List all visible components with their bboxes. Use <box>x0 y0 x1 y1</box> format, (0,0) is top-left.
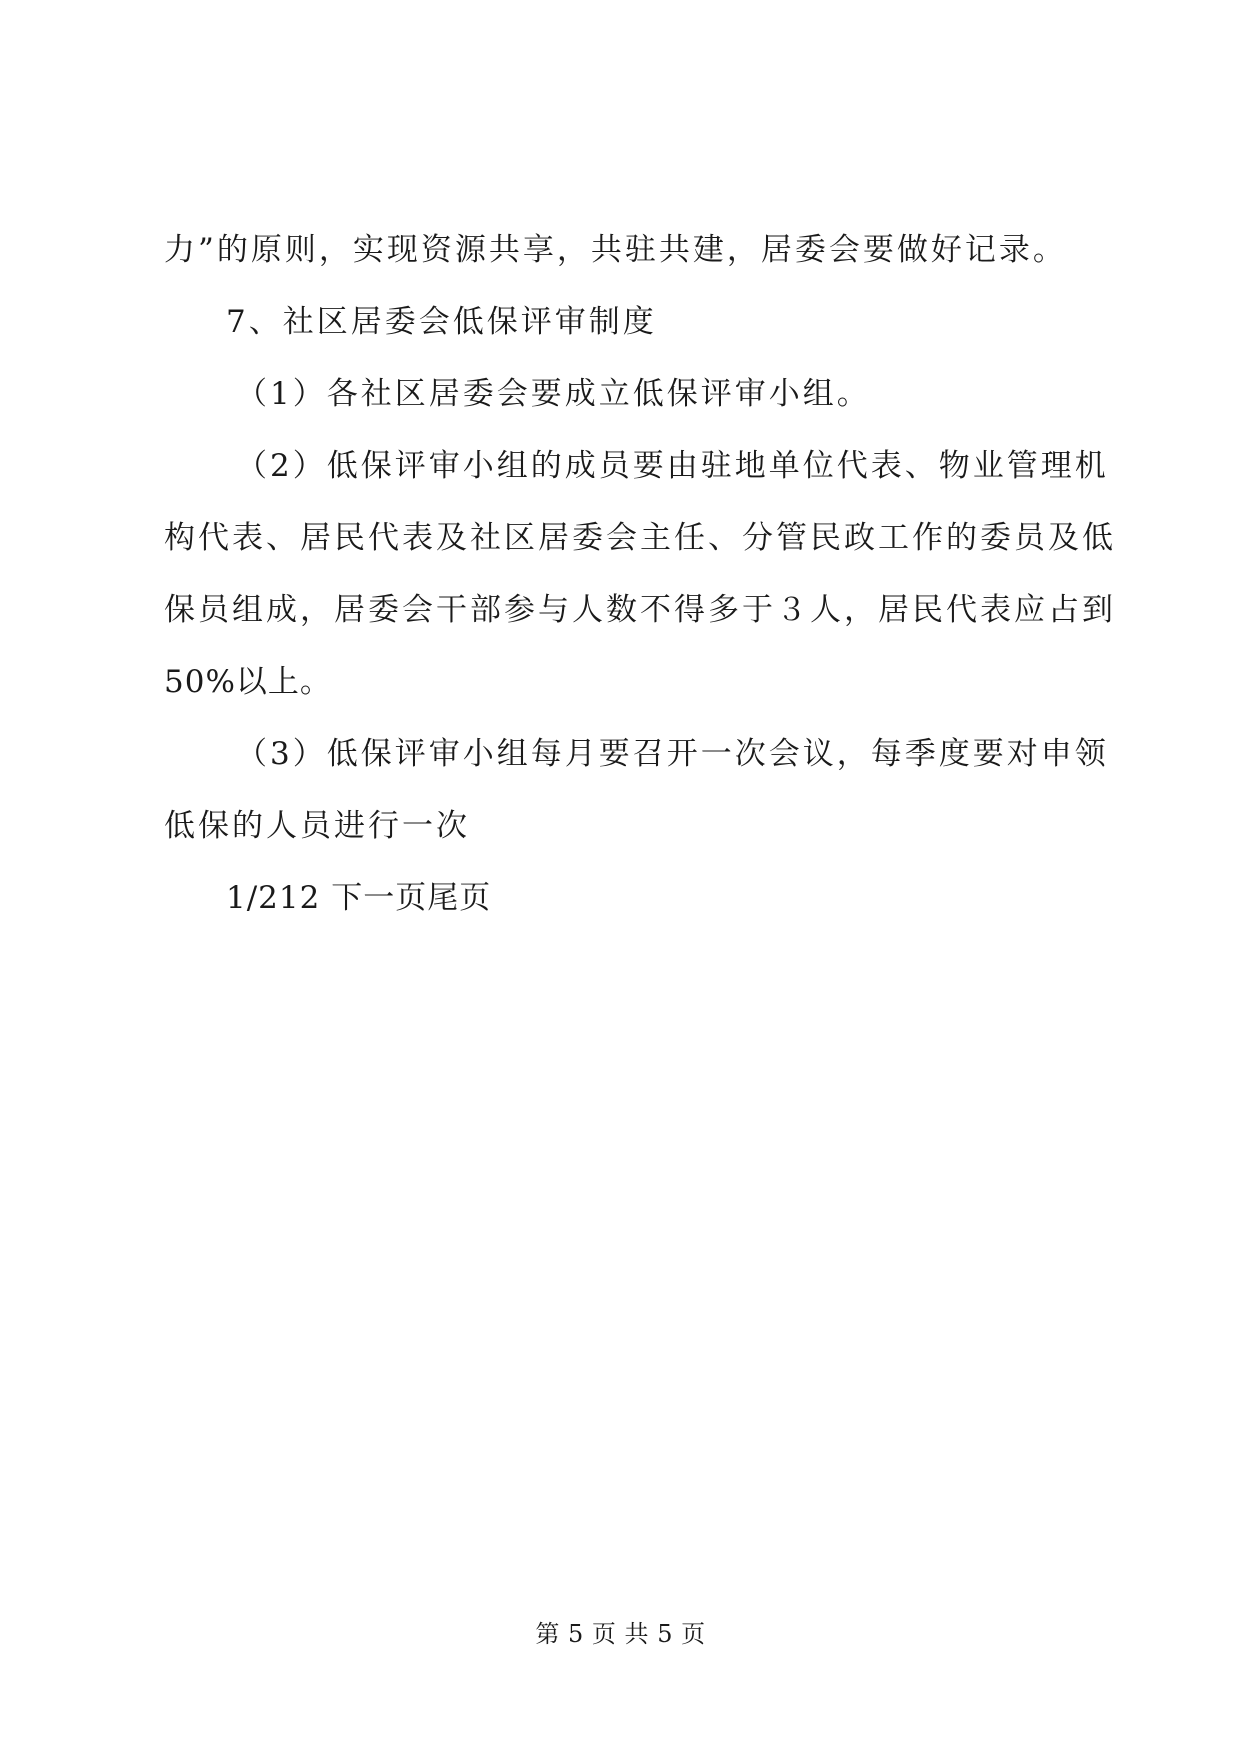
pagination-text: 1/212 下一页尾页 <box>226 880 492 916</box>
paragraph-line: （1）各社区居委会要成立低保评审小组。 <box>236 376 871 412</box>
page-footer: 第 5 页 共 5 页 <box>535 1620 706 1648</box>
paragraph-line: 50%以上。 <box>164 664 332 700</box>
section-heading: 7、社区居委会低保评审制度 <box>226 304 657 340</box>
paragraph-line: 保员组成，居委会干部参与人数不得多于３人，居民代表应占到 <box>164 592 1116 628</box>
paragraph-line: 力”的原则，实现资源共享，共驻共建，居委会要做好记录。 <box>164 232 1067 268</box>
paragraph-line: （2）低保评审小组的成员要由驻地单位代表、物业管理机 <box>236 448 1109 484</box>
paragraph-line: 低保的人员进行一次 <box>164 808 470 844</box>
paragraph-line: 构代表、居民代表及社区居委会主任、分管民政工作的委员及低 <box>164 520 1116 556</box>
paragraph-line: （3）低保评审小组每月要召开一次会议，每季度要对申领 <box>236 736 1109 772</box>
